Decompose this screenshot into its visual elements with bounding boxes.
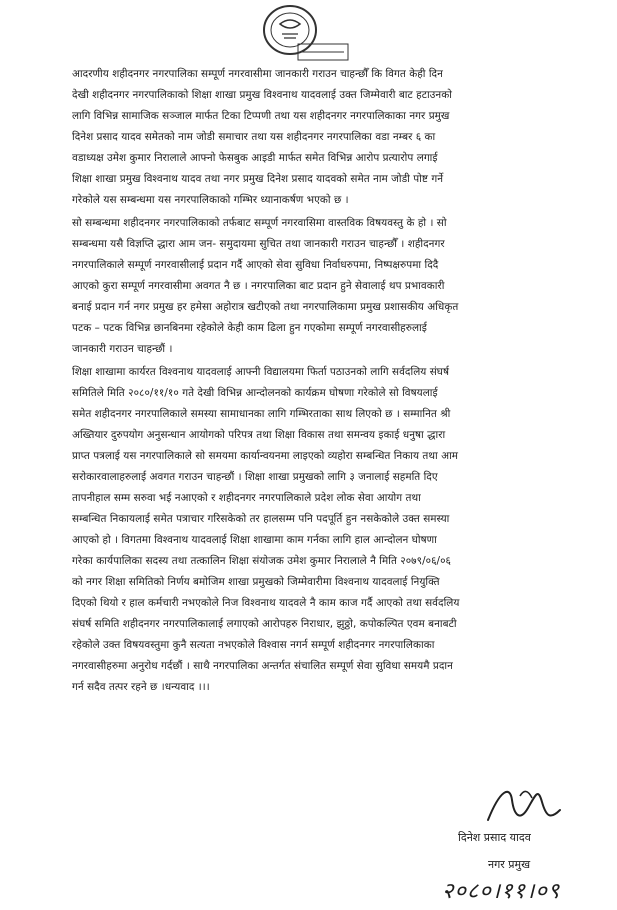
text-line: गरेकोले यस सम्बन्धमा यस नगरपालिकाको गम्भिर ध्यानाकर्षण भएको छ । xyxy=(72,194,349,206)
text-line: पटक – पटक विभिन्न छानबिनमा रहेकोले केही काम ढिला हुन गएकोमा सम्पूर्ण नगरवासीहरुलाई xyxy=(72,322,427,334)
text-line: सम्बन्धित निकायलाई समेत पत्राचार गरिसकेको तर हालसम्म पनि पदपूर्ति हुन नसकेकोले उक्त समस्या xyxy=(72,513,450,525)
notice-body xyxy=(72,64,584,700)
stamp-seal-icon xyxy=(252,4,352,64)
signatory-name: दिनेश प्रसाद यादव xyxy=(458,831,531,844)
text-line: को नगर शिक्षा समितिको निर्णय बमोजिम शाखा प्रमुखको जिम्मेवारीमा विश्वनाथ यादवलाई नियुक्ति xyxy=(72,576,440,588)
text-line: बनाई प्रदान गर्न नगर प्रमुख हर हमेसा अहोरात्र खटीएको तथा नगरपालिकामा प्रमुख प्रशासकीय अधिकृत xyxy=(72,301,459,313)
signatory-title: नगर प्रमुख xyxy=(488,858,531,871)
paragraph-2 xyxy=(72,213,584,360)
text-line: नगरवासीहरुमा अनुरोध गर्दछौं । साथै नगरपालिका अन्तर्गत संचालित सम्पूर्ण सेवा सुविधा समयमै प्रदान xyxy=(72,660,453,672)
text-line: संघर्ष समिति शहीदनगर नगरपालिकालाई लगाएको आरोपहरु निराधार, झुठ्ठो, कपोकल्पित एवम बनाबटी xyxy=(72,618,457,630)
text-line: प्राप्त पत्रलाई यस नगरपालिकाले सो समयमा कार्यान्वयनमा लाइएको व्यहोरा सम्बन्धित निकाय तथा आम xyxy=(72,450,459,462)
text-line: तापनीहाल सम्म सरुवा भई नआएको र शहीदनगर नगरपालिकाले प्रदेश लोक सेवा आयोग तथा xyxy=(72,492,421,504)
text-line: सो सम्बन्धमा शहीदनगर नगरपालिकाको तर्फबाट सम्पूर्ण नगरवासिमा वास्तविक विषयवस्तु के हो । सो xyxy=(72,217,447,229)
text-line: अख्तियार दुरुपयोग अनुसन्धान आयोगको परिपत्र तथा शिक्षा विकास तथा समन्वय इकाई धनुषा द्धारा xyxy=(72,429,446,441)
text-line: नगरपालिकाले सम्पूर्ण नगरवासीलाई प्रदान गर्दै आएको सेवा सुविधा निर्वाधरुपमा, निष्पक्षरुपमा दिदै xyxy=(72,259,439,271)
text-line: दिनेश प्रसाद यादव समेतको नाम जोडी समाचार तथा यस शहीदनगर नगरपालिका वडा नम्बर ६ का xyxy=(72,131,436,143)
text-line: समेत शहीदनगर नगरपालिकाले समस्या सामाधानका लागि गम्भिरताका साथ लिएको छ । सम्मानित श्री xyxy=(72,408,451,420)
text-line: शिक्षा शाखामा कार्यरत विश्वनाथ यादवलाई आफ्नी विद्यालयमा फिर्ता पठाउनको लागि सर्वदलिय संघर्ष xyxy=(72,366,450,378)
signature-scribble-icon xyxy=(480,780,570,830)
text-line: गरेका कार्यपालिका सदस्य तथा तत्कालिन शिक्षा संयोजक उमेश कुमार निरालाले नै मिति २०७९/०६/०६ xyxy=(72,555,451,567)
text-line: शिक्षा शाखा प्रमुख विश्वनाथ यादव तथा नगर प्रमुख दिनेश प्रसाद यादवको समेत नाम जोडी पोष्ट गर्ने xyxy=(72,173,444,185)
text-line: सरोकारवालाहरुलाई अवगत गराउन चाहन्छौं । शिक्षा शाखा प्रमुखको लागि ३ जनालाई सहमति दिए xyxy=(72,471,438,483)
text-line: गर्न सदैव तत्पर रहने छ ।धन्यवाद ।।। xyxy=(72,681,210,693)
signature-block xyxy=(440,780,590,910)
text-line: दिएको थियो र हाल कर्मचारी नभएकोले निज विश्वनाथ यादवले नै काम काज गर्दै आएको तथा सर्वदलिय xyxy=(72,597,460,609)
paragraph-3 xyxy=(72,362,584,698)
text-line: देखी शहीदनगर नगरपालिकाको शिक्षा शाखा प्रमुख विश्वनाथ यादवलाई उक्त जिम्मेवारी बाट हटाउनको xyxy=(72,89,452,101)
text-line: समितिले मिति २०८०/११/१० गते देखी विभिन्न आन्दोलनको कार्यक्रम घोषणा गरेकोले सो विषयलाई xyxy=(72,387,438,399)
municipality-stamp xyxy=(252,4,352,64)
text-line: वडाध्यक्ष उमेश कुमार निरालाले आफ्नो फेसबुक आइडी मार्फत समेत विभिन्न आरोप प्रत्यारोप लगाई xyxy=(72,152,438,164)
text-line: रहेकोले उक्त विषयवस्तुमा कुनै सत्यता नभएकोले विश्वास नगर्न सम्पूर्ण शहीदनगर नगरपालिकाका xyxy=(72,639,435,651)
text-line: लागि विभिन्न सामाजिक सञ्जाल मार्फत टिका टिप्पणी तथा यस शहीदनगर नगरपालिकाका नगर प्रमुख xyxy=(72,110,450,122)
text-line: आदरणीय शहीदनगर नगरपालिका सम्पूर्ण नगरवासीमा जानकारी गराउन चाहन्छौँ कि विगत केही दिन xyxy=(72,68,443,80)
signature-date: २०८०।११।०९ xyxy=(442,879,561,904)
text-line: सम्बन्धमा यसै विज्ञप्ति द्धारा आम जन- समुदायमा सुचित तथा जानकारी गराउन चाहन्छौँ । शहीदनगर xyxy=(72,238,445,250)
text-line: जानकारी गराउन चाहन्छौं । xyxy=(72,343,173,355)
text-line: आएको हो । विगतमा विश्वनाथ यादवलाई शिक्षा शाखामा काम गर्नका लागि हाल आन्दोलन घोषणा xyxy=(72,534,437,546)
text-line: आएको कुरा सम्पूर्ण नगरवासीमा अवगत नै छ । नगरपालिका बाट प्रदान हुने सेवालाई थप प्रभावकारी xyxy=(72,280,445,292)
paragraph-1 xyxy=(72,64,584,211)
